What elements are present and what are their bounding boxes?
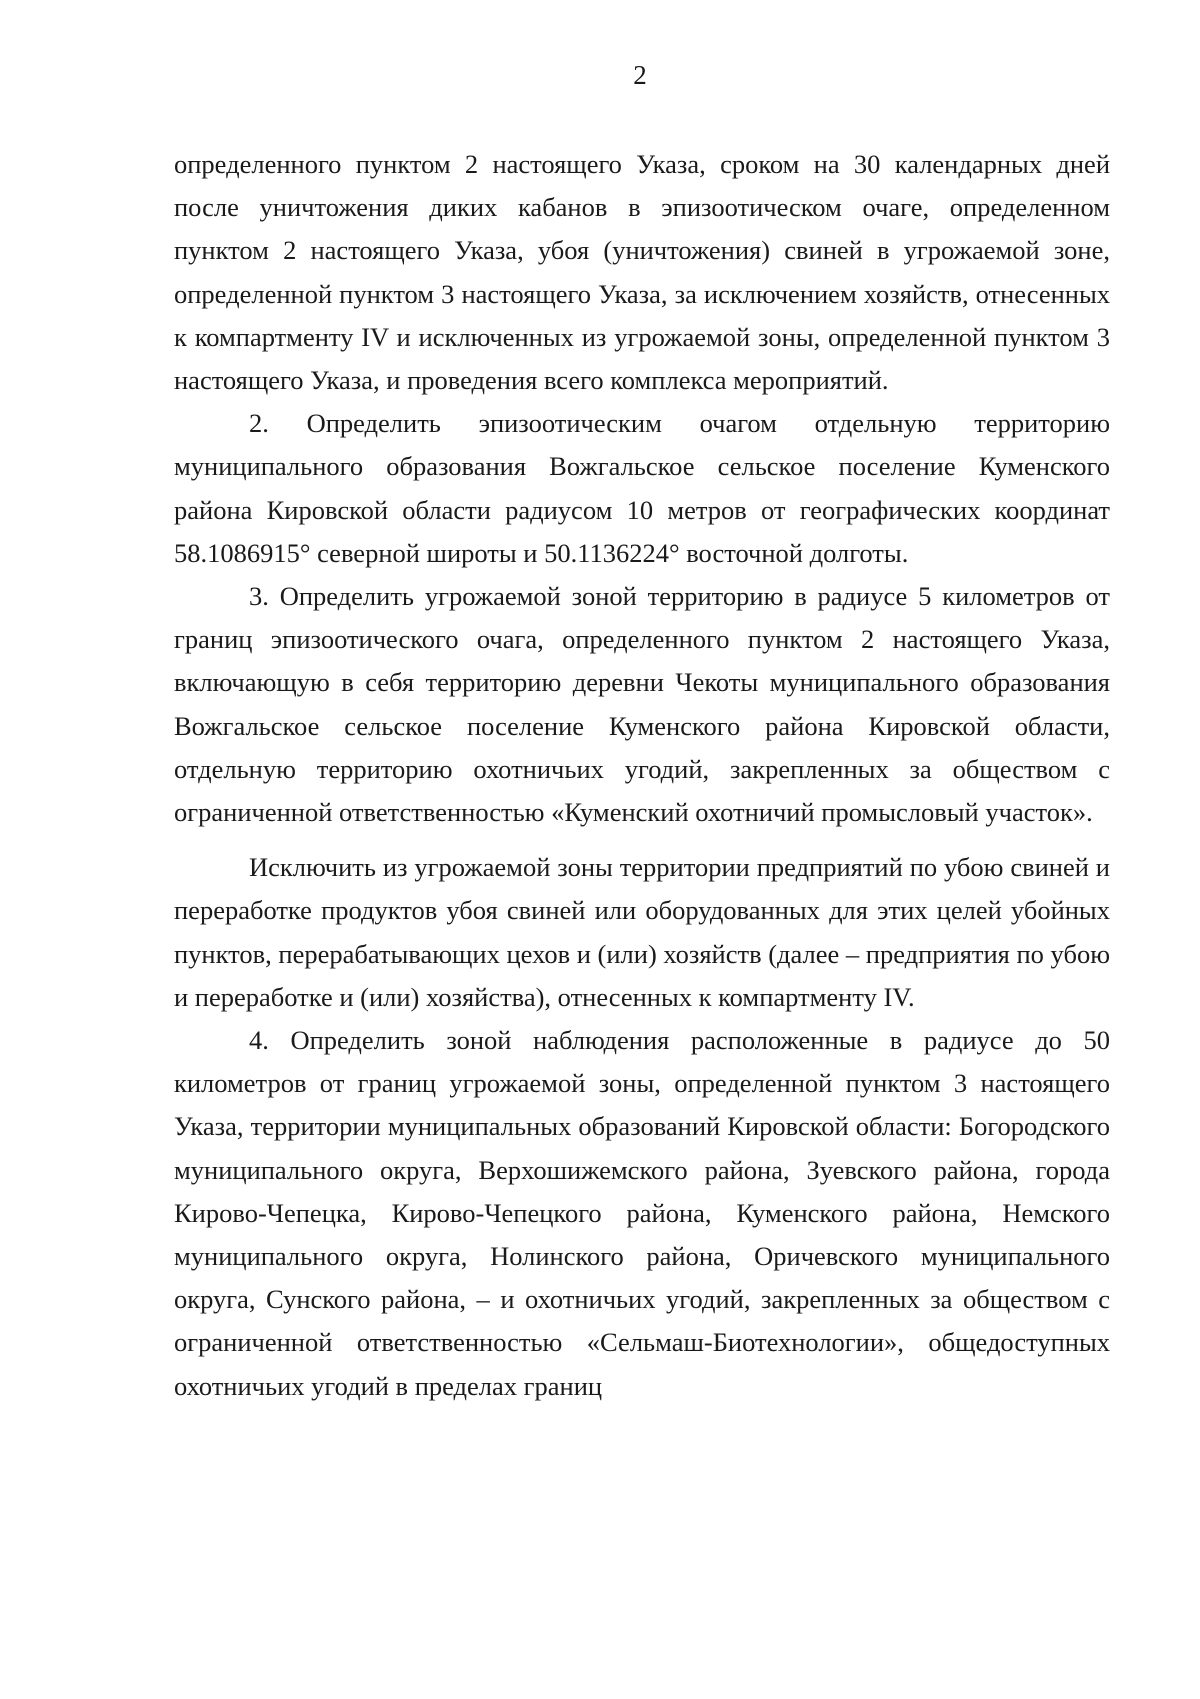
document-body [174, 143, 1110, 1408]
paragraph-item-4: 4. Определить зоной наблюдения расположенные в радиусе до 50 километров от границ угрожаемой зоны, определенной пунктом 3 настоящего Указа, территории муниципальных образований Кировской области: Богородского муниципального округа, Верхошижемского района, Зуевского района, города Кирово-Чепецка, Кирово-Чепецкого района, Куменского района, Немского муниципального округа, Нолинского района, Оричевского муниципального округа, Сунского района, – и охотничьих угодий, закрепленных за обществом с ограниченной ответственностью «Сельмаш-Биотехнологии», общедоступных охотничьих угодий в пределах границ [174, 1025, 1110, 1401]
paragraph-item-3: 3. Определить угрожаемой зоной территорию в радиусе 5 километров от границ эпизоотического очага, определенного пунктом 2 настоящего Указа, включающую в себя территорию деревни Чекоты муниципального образования Вожгальское сельское поселение Куменского района Кировской области, отдельную территорию охотничьих угодий, закрепленных за обществом с ограниченной ответственностью «Куменский охотничий промысловый участок». [174, 581, 1110, 828]
page-number: 2 [633, 60, 647, 90]
paragraph-exclusion: Исключить из угрожаемой зоны территории предприятий по убою свиней и переработке продуктов убоя свиней или оборудованных для этих целей убойных пунктов, перерабатывающих цехов и (или) хозяйств (далее – предприятия по убою и переработке и (или) хозяйства), отнесенных к компартменту IV. [174, 852, 1110, 1012]
paragraph-continuation: определенного пунктом 2 настоящего Указа, сроком на 30 календарных дней после уничтожения диких кабанов в эпизоотическом очаге, определенном пунктом 2 настоящего Указа, убоя (уничтожения) свиней в угрожаемой зоне, определенной пунктом 3 настоящего Указа, за исключением хозяйств, отнесенных к компартменту IV и исключенных из угрожаемой зоны, определенной пунктом 3 настоящего Указа, и проведения всего комплекса мероприятий. [174, 149, 1110, 396]
paragraph-item-2: 2. Определить эпизоотическим очагом отдельную территорию муниципального образования Вожгальское сельское поселение Куменского района Кировской области радиусом 10 метров от географических координат 58.1086915° северной широты и 50.1136224° восточной долготы. [174, 408, 1110, 568]
